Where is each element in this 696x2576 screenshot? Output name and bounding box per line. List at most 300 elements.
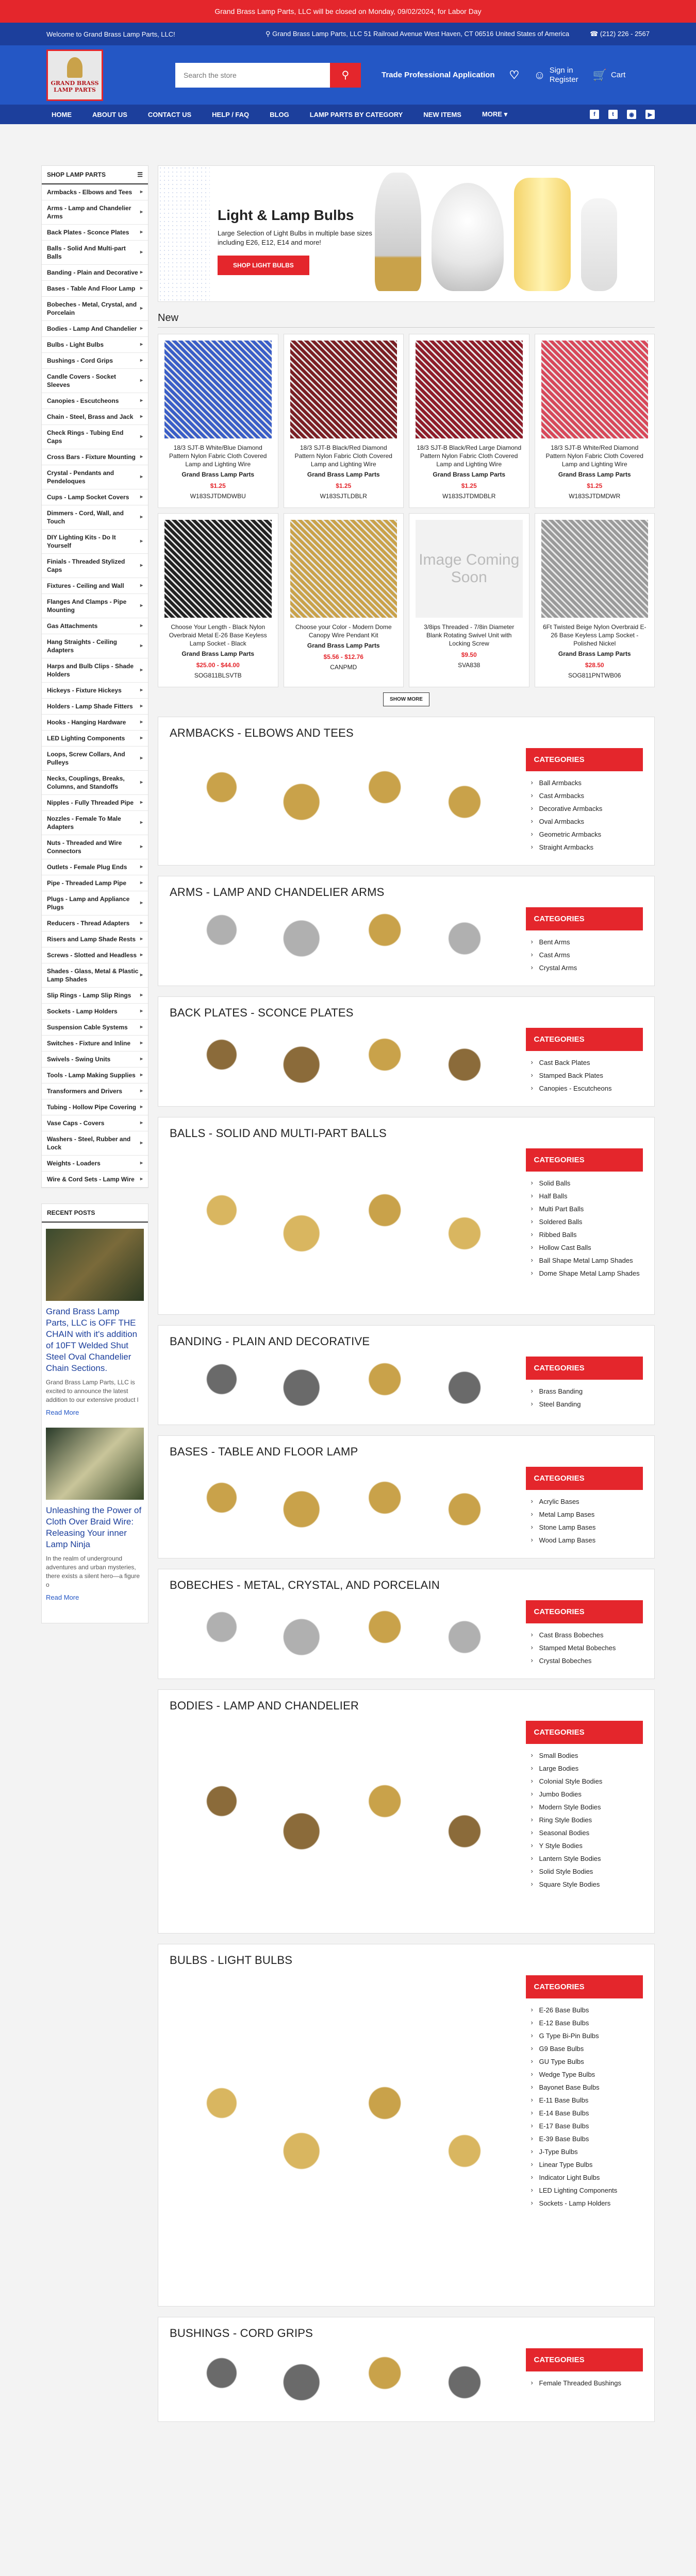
subcategory-link[interactable]: › Stamped Back Plates [526,1069,643,1082]
sidebar-category-item[interactable]: Pipe - Threaded Lamp Pipe ▸ [42,875,148,891]
subcategory-link[interactable]: › Modern Style Bodies [526,1801,643,1814]
category-title[interactable]: BULBS - LIGHT BULBS [170,1954,293,1967]
chevron-right-icon: ▸ [140,209,143,215]
chevron-right-icon: ▸ [140,952,143,958]
chevron-right-icon: ▸ [140,820,143,825]
category-title[interactable]: ARMBACKS - ELBOWS AND TEES [170,726,354,739]
product-card[interactable] [158,513,278,687]
sidebar-category-item[interactable]: LED Lighting Components ▸ [42,731,148,747]
sidebar-category-item[interactable]: Cups - Lamp Socket Covers ▸ [42,489,148,505]
info-bar [0,23,696,45]
sidebar-category-item[interactable]: Risers and Lamp Shade Rests ▸ [42,931,148,947]
categories-header: CATEGORIES [526,907,643,930]
category-title[interactable]: BOBECHES - METAL, CRYSTAL, AND PORCELAIN [170,1579,440,1591]
sidebar-category-item[interactable]: Tubing - Hollow Pipe Covering ▸ [42,1099,148,1115]
subcategory-link[interactable]: › Decorative Armbacks [526,802,643,815]
product-image[interactable] [164,341,272,438]
subcategory-link[interactable]: › Jumbo Bodies [526,1788,643,1801]
subcategory-link[interactable]: › J-Type Bulbs [526,2145,643,2158]
sidebar-category-item[interactable]: Flanges And Clamps - Pipe Mounting ▸ [42,594,148,618]
subcategory-link[interactable]: › Crystal Arms [526,961,643,974]
subcategory-link[interactable]: › Female Threaded Bushings [526,2377,643,2389]
subcategory-link[interactable]: › Solid Balls [526,1177,643,1190]
sidebar-category-item[interactable]: Banding - Plain and Decorative ▸ [42,265,148,281]
subcategory-link[interactable]: › Wood Lamp Bases [526,1534,643,1547]
post-title[interactable]: Grand Brass Lamp Parts, LLC is OFF THE CHAIN with it's addition of 10FT Welded Shut Steel Oval Chandelier Chain Sections. [46,1307,138,1373]
product-image[interactable] [290,341,397,438]
sidebar-category-item[interactable]: Finials - Threaded Stylized Caps ▸ [42,554,148,578]
chevron-right-icon: ▸ [140,1104,143,1110]
youtube-icon[interactable]: ▶ [645,110,655,119]
chevron-right-icon: ▸ [140,563,143,568]
category-title[interactable]: ARMS - LAMP AND CHANDELIER ARMS [170,886,385,899]
subcategory-link[interactable]: › Canopies - Escutcheons [526,1082,643,1095]
subcategory-link[interactable]: › Large Bodies [526,1762,643,1775]
subcategory-link[interactable]: › Cast Back Plates [526,1056,643,1069]
product-card[interactable] [284,513,404,687]
subcategory-link[interactable]: › E-12 Base Bulbs [526,2016,643,2029]
nav-more[interactable]: MORE ▾ [482,110,508,118]
sidebar-category-item[interactable]: Washers - Steel, Rubber and Lock ▸ [42,1131,148,1156]
subcategory-link[interactable]: › Stone Lamp Bases [526,1521,643,1534]
sidebar-category-item[interactable]: Screws - Slotted and Headless ▸ [42,947,148,963]
chevron-right-icon: ▸ [140,378,143,383]
new-section-title: New [158,312,655,328]
subcategory-link[interactable]: › Solid Style Bodies [526,1865,643,1878]
hero-title: Light & Lamp Bulbs [218,207,354,223]
sidebar-category-item[interactable]: Loops, Screw Collars, And Pulleys ▸ [42,747,148,771]
sidebar-category-item[interactable]: Nozzles - Female To Male Adapters ▸ [42,811,148,835]
category-image[interactable] [170,1467,517,1544]
subcategory-link[interactable]: › E-14 Base Bulbs [526,2107,643,2120]
category-image[interactable] [170,907,517,964]
category-section [158,1689,655,1934]
subcategory-link[interactable]: › G9 Base Bulbs [526,2042,643,2055]
category-title[interactable]: BASES - TABLE AND FLOOR LAMP [170,1445,358,1458]
subcategory-link[interactable]: › Bent Arms [526,936,643,948]
main-nav [0,105,696,124]
pro-application-link[interactable]: Trade Professional Application [382,71,495,79]
chevron-right-icon: ▸ [140,1160,143,1166]
sidebar-category-item[interactable]: Bases - Table And Floor Lamp ▸ [42,281,148,297]
sidebar-category-item[interactable]: Hickeys - Fixture Hickeys ▸ [42,683,148,699]
product-sku: SOG811BLSVTB [194,672,242,679]
product-brand: Grand Brass Lamp Parts [181,471,255,478]
sidebar-category-item[interactable]: Hang Straights - Ceiling Adapters ▸ [42,634,148,658]
sidebar [41,165,148,2432]
category-image[interactable] [170,1148,517,1303]
subcategory-link[interactable]: › Seasonal Bodies [526,1826,643,1839]
chevron-right-icon: ▸ [140,342,143,347]
chevron-right-icon: ▸ [140,398,143,403]
product-name[interactable]: 18/3 SJT-B White/Red Diamond Pattern Nylon Fabric Cloth Covered Lamp and Lighting Wire [545,444,643,468]
category-links [526,907,643,974]
subcategory-link[interactable]: › Dome Shape Metal Lamp Shades [526,1267,643,1280]
product-name[interactable]: Choose your Color - Modern Dome Canopy Wire Pendant Kit [295,623,392,639]
subcategory-link[interactable]: › Metal Lamp Bases [526,1508,643,1521]
product-price: $9.50 [461,651,477,658]
chevron-right-icon: ▸ [140,844,143,850]
user-icon[interactable]: ☺ [534,68,545,81]
chevron-right-icon: ▸ [140,583,143,588]
category-links [526,1467,643,1547]
site-logo[interactable]: GRAND BRASS LAMP PARTS [46,49,103,101]
categories-header: CATEGORIES [526,1148,643,1172]
categories-header: CATEGORIES [526,1357,643,1380]
search-icon: ⚲ [341,70,350,81]
product-card[interactable] [535,334,655,508]
sidebar-category-item[interactable]: Plugs - Lamp and Appliance Plugs ▸ [42,891,148,916]
category-title[interactable]: BODIES - LAMP AND CHANDELIER [170,1699,359,1712]
category-menu [41,165,148,1188]
product-price: $28.50 [585,662,604,669]
category-title[interactable]: BALLS - SOLID AND MULTI-PART BALLS [170,1127,387,1140]
subcategory-link[interactable]: › Ball Shape Metal Lamp Shades [526,1254,643,1267]
chevron-right-icon: ▸ [140,719,143,725]
subcategory-link[interactable]: › Steel Banding [526,1398,643,1411]
sidebar-category-item[interactable]: Harps and Bulb Clips - Shade Holders ▸ [42,658,148,683]
account-links [534,66,578,84]
subcategory-link[interactable]: › Crystal Bobeches [526,1654,643,1667]
category-title[interactable]: BACK PLATES - SCONCE PLATES [170,1006,354,1019]
subcategory-link[interactable]: › Geometric Armbacks [526,828,643,841]
nav-home[interactable]: HOME [52,110,72,118]
subcategory-link[interactable]: › Hollow Cast Balls [526,1241,643,1254]
sidebar-category-item[interactable]: Fixtures - Ceiling and Wall ▸ [42,578,148,594]
nav-new-items[interactable]: NEW ITEMS [423,110,461,118]
chevron-right-icon: ▸ [140,306,143,311]
sidebar-category-item[interactable]: Nuts - Threaded and Wire Connectors ▸ [42,835,148,859]
nav-contact[interactable]: CONTACT US [147,110,192,118]
subcategory-link[interactable]: › Colonial Style Bodies [526,1775,643,1788]
nav-help[interactable]: HELP / FAQ [212,110,250,118]
subcategory-link[interactable]: › GU Type Bulbs [526,2055,643,2068]
chevron-right-icon: ▸ [140,189,143,195]
product-brand: Grand Brass Lamp Parts [558,471,631,478]
category-image[interactable] [170,1600,517,1667]
category-links [526,748,643,854]
category-menu-header: SHOP LAMP PARTS ☰ [42,166,148,184]
product-brand: Grand Brass Lamp Parts [307,471,380,478]
product-card[interactable] [409,334,529,508]
product-card[interactable] [284,334,404,508]
category-links [526,1600,643,1667]
chevron-right-icon: ▸ [140,514,143,520]
sidebar-category-item[interactable]: Shades - Glass, Metal & Plastic Lamp Shades ▸ [42,963,148,988]
show-more-button[interactable]: SHOW MORE [383,692,429,706]
sidebar-category-item[interactable]: Bulbs - Light Bulbs ▸ [42,337,148,353]
category-links [526,1975,643,2295]
bulb-image-3 [514,178,571,291]
map-pin-icon: ⚲ [266,30,273,38]
category-image[interactable] [170,1975,517,2295]
subcategory-link[interactable]: › G Type Bi-Pin Bulbs [526,2029,643,2042]
bulb-image-4 [581,198,617,291]
product-image[interactable] [541,520,649,618]
product-sku: CANPMD [330,664,357,671]
product-brand: Grand Brass Lamp Parts [558,650,631,657]
chevron-right-icon: ▸ [140,269,143,275]
sidebar-category-item[interactable]: Wire & Cord Sets - Lamp Wire ▸ [42,1172,148,1188]
subcategory-link[interactable]: › Half Balls [526,1190,643,1202]
chevron-right-icon: ▸ [140,454,143,460]
product-name[interactable]: 18/3 SJT-B White/Blue Diamond Pattern Nylon Fabric Cloth Covered Lamp and Lighting Wire [169,444,267,468]
subcategory-link[interactable]: › Multi Part Balls [526,1202,643,1215]
read-more-link[interactable]: Read More [46,1409,79,1416]
product-sku: W183SJTDMDWR [569,493,621,500]
lamp-logo-icon [67,57,82,78]
chevron-right-icon: ▸ [140,755,143,761]
sidebar-category-item[interactable]: Transformers and Drivers ▸ [42,1083,148,1099]
subcategory-link[interactable]: › Linear Type Bulbs [526,2158,643,2171]
chevron-right-icon: ▸ [140,1120,143,1126]
sidebar-category-item[interactable]: Slip Rings - Lamp Slip Rings ▸ [42,988,148,1004]
product-name[interactable]: 6Ft Twisted Beige Nylon Overbraid E-26 Base Keyless Lamp Socket - Polished Nickel [542,623,647,647]
chevron-right-icon: ▸ [140,326,143,331]
sidebar-category-item[interactable]: Chain - Steel, Brass and Jack ▸ [42,409,148,425]
sidebar-category-item[interactable]: Suspension Cable Systems ▸ [42,1020,148,1036]
chevron-right-icon: ▸ [140,494,143,500]
subcategory-link[interactable]: › E-17 Base Bulbs [526,2120,643,2132]
sidebar-category-item[interactable]: Hooks - Hanging Hardware ▸ [42,715,148,731]
search-input[interactable] [175,63,330,88]
chevron-right-icon: ▸ [140,972,143,978]
chevron-right-icon: ▸ [140,1072,143,1078]
product-price: $5.56 - $12.76 [323,653,363,660]
sidebar-category-item[interactable]: Weights - Loaders ▸ [42,1156,148,1172]
sidebar-category-item[interactable]: Reducers - Thread Adapters ▸ [42,916,148,931]
sidebar-category-item[interactable]: Back Plates - Sconce Plates ▸ [42,225,148,241]
product-price: $25.00 - $44.00 [196,662,240,669]
sidebar-category-item[interactable]: Holders - Lamp Shade Fitters ▸ [42,699,148,715]
subcategory-link[interactable]: › Ribbed Balls [526,1228,643,1241]
product-image[interactable] [541,341,649,438]
category-title[interactable]: BANDING - PLAIN AND DECORATIVE [170,1335,370,1348]
product-sku: SVA838 [458,662,480,669]
product-brand: Grand Brass Lamp Parts [433,471,506,478]
subcategory-link[interactable]: › Sockets - Lamp Holders [526,2197,643,2210]
sidebar-category-item[interactable]: Bushings - Cord Grips ▸ [42,353,148,369]
sidebar-category-item[interactable]: Canopies - Escutcheons ▸ [42,393,148,409]
category-image[interactable] [170,1721,517,1922]
list-icon: ☰ [137,171,143,178]
categories-header: CATEGORIES [526,748,643,771]
subcategory-link[interactable]: › Soldered Balls [526,1215,643,1228]
shop-bulbs-button[interactable]: SHOP LIGHT BULBS [218,256,309,275]
sidebar-category-item[interactable]: Nipples - Fully Threaded Pipe ▸ [42,795,148,811]
subcategory-link[interactable]: › E-39 Base Bulbs [526,2132,643,2145]
cart-icon: 🛒 [592,68,607,81]
sidebar-category-item[interactable]: Outlets - Female Plug Ends ▸ [42,859,148,875]
bulb-image-1 [375,173,421,291]
product-price: $1.25 [336,482,352,489]
chevron-right-icon: ▸ [140,1140,143,1146]
sidebar-category-item[interactable]: Balls - Solid And Multi-part Balls ▸ [42,241,148,265]
sidebar-category-item[interactable]: Swivels - Swing Units ▸ [42,1052,148,1067]
chevron-right-icon: ▸ [140,880,143,886]
category-section [158,1435,655,1558]
chevron-right-icon: ▸ [140,1088,143,1094]
sidebar-category-item[interactable]: Switches - Fixture and Inline ▸ [42,1036,148,1052]
address-text[interactable]: ⚲ Grand Brass Lamp Parts, LLC 51 Railroad Avenue West Haven, CT 06516 United States of America [266,30,570,38]
post-image-wire[interactable] [46,1428,144,1500]
hero-text: Large Selection of Light Bulbs in multiple base sizes including E26, E12, E14 and more! [218,229,372,246]
subcategory-link[interactable]: › LED Lighting Components [526,2184,643,2197]
product-price: $1.25 [210,482,226,489]
instagram-icon[interactable]: ◉ [627,110,636,119]
chevron-right-icon: ▸ [140,285,143,291]
category-image[interactable] [170,748,517,846]
new-products-grid [158,334,655,687]
sidebar-category-item[interactable]: Sockets - Lamp Holders ▸ [42,1004,148,1020]
sidebar-category-item[interactable]: Crystal - Pendants and Pendeloques ▸ [42,465,148,489]
product-sku: W183SJTDMDWBU [190,493,246,500]
subcategory-link[interactable]: › Stamped Metal Bobeches [526,1641,643,1654]
product-image-placeholder: Image Coming Soon [416,520,523,618]
chevron-right-icon: ▸ [140,703,143,709]
chevron-right-icon: ▸ [140,800,143,805]
post-excerpt: In the realm of underground adventures and urban mysteries, there exists a silent hero—a figure o [46,1555,140,1588]
product-sku: SOG811PNTWB06 [568,672,621,679]
chevron-right-icon: ▸ [140,1176,143,1182]
twitter-icon[interactable]: t [608,110,618,119]
product-image[interactable] [164,520,272,618]
product-name[interactable]: 18/3 SJT-B Black/Red Large Diamond Pattern Nylon Fabric Cloth Covered Lamp and Lighting Wire [417,444,522,468]
nav-about[interactable]: ABOUT US [92,110,127,118]
category-section [158,1325,655,1425]
recent-posts-header: RECENT POSTS [42,1204,148,1223]
chevron-right-icon: ▸ [140,643,143,649]
subcategory-link[interactable]: › Indicator Light Bulbs [526,2171,643,2184]
product-card[interactable] [535,513,655,687]
chevron-right-icon: ▸ [140,779,143,785]
sidebar-category-item[interactable]: Bobeches - Metal, Crystal, and Porcelain ▸ [42,297,148,321]
subcategory-link[interactable]: › Oval Armbacks [526,815,643,828]
category-image[interactable] [170,1028,517,1095]
category-image[interactable] [170,1357,517,1413]
chevron-right-icon: ▸ [140,538,143,544]
bulb-image-2 [432,183,504,291]
sidebar-category-item[interactable]: Candle Covers - Socket Sleeves ▸ [42,369,148,393]
categories-header: CATEGORIES [526,1975,643,1998]
product-name[interactable]: 3/8ips Threaded - 7/8in Diameter Blank Rotating Swivel Unit with Locking Screw [424,623,515,647]
product-price: $1.25 [461,482,477,489]
hero-banner[interactable] [158,165,655,302]
category-section [158,876,655,986]
subcategory-link[interactable]: › Lantern Style Bodies [526,1852,643,1865]
category-links [526,2348,643,2410]
subcategory-link[interactable]: › Ring Style Bodies [526,1814,643,1826]
category-section [158,1569,655,1679]
nav-categories[interactable]: LAMP PARTS BY CATEGORY [309,110,403,118]
chevron-right-icon: ▸ [140,992,143,998]
category-section [158,1117,655,1315]
hero-dots-pattern [158,166,210,302]
sidebar-category-item[interactable]: Dimmers - Cord, Wall, and Touch ▸ [42,505,148,530]
sidebar-category-item[interactable]: Vase Caps - Covers ▸ [42,1115,148,1131]
welcome-text: Welcome to Grand Brass Lamp Parts, LLC! [46,30,175,38]
chevron-right-icon: ▸ [140,358,143,363]
post-excerpt: Grand Brass Lamp Parts, LLC is excited to announce the latest addition to our extensive product l [46,1379,139,1403]
search-form [175,63,361,88]
post-image-chain[interactable] [46,1229,144,1301]
sidebar-category-item[interactable]: Check Rings - Tubing End Caps ▸ [42,425,148,449]
chevron-right-icon: ▸ [140,900,143,906]
subcategory-link[interactable]: › Straight Armbacks [526,841,643,854]
cart-link[interactable]: 🛒 Cart [592,68,626,81]
subcategory-link[interactable]: › Ball Armbacks [526,776,643,789]
subcategory-link[interactable]: › Cast Armbacks [526,789,643,802]
sign-in-link[interactable]: Sign in [549,65,573,75]
product-brand: Grand Brass Lamp Parts [181,650,255,657]
product-name[interactable]: 18/3 SJT-B Black/Red Diamond Pattern Nylon Fabric Cloth Covered Lamp and Lighting Wire [294,444,392,468]
announcement-text: Grand Brass Lamp Parts, LLC will be closed on Monday, 09/02/2024, for Labor Day [214,7,482,15]
search-button[interactable] [330,63,361,88]
facebook-icon[interactable]: f [590,110,599,119]
category-title[interactable]: BUSHINGS - CORD GRIPS [170,2327,313,2340]
category-links [526,1721,643,1922]
product-name[interactable]: Choose Your Length - Black Nylon Overbraid Metal E-26 Base Keyless Lamp Socket - Black [169,623,267,647]
categories-header: CATEGORIES [526,1467,643,1490]
product-image[interactable] [416,341,523,438]
sidebar-category-item[interactable]: DIY Lighting Kits - Do It Yourself ▸ [42,530,148,554]
category-links [526,1028,643,1095]
category-section [158,717,655,866]
category-image[interactable] [170,2348,517,2410]
product-image[interactable] [290,520,397,618]
register-link[interactable]: Register [549,75,578,84]
subcategory-link[interactable]: › E-11 Base Bulbs [526,2094,643,2107]
subcategory-link[interactable]: › Small Bodies [526,1749,643,1762]
sidebar-category-item[interactable]: Tools - Lamp Making Supplies ▸ [42,1067,148,1083]
site-header [0,45,696,105]
subcategory-link[interactable]: › Cast Brass Bobeches [526,1629,643,1641]
chevron-right-icon: ▸ [140,667,143,673]
wishlist-heart-icon[interactable]: ♡ [509,68,520,81]
chevron-right-icon: ▸ [140,936,143,942]
product-card[interactable] [158,334,278,508]
sidebar-category-item[interactable]: Bodies - Lamp And Chandelier ▸ [42,321,148,337]
nav-blog[interactable]: BLOG [270,110,289,118]
phone-text[interactable]: ☎ (212) 226 - 2567 [590,30,650,38]
chevron-right-icon: ▸ [140,414,143,419]
sidebar-category-item[interactable]: Gas Attachments ▸ [42,618,148,634]
chevron-right-icon: ▸ [140,1024,143,1030]
social-links [590,110,655,119]
sidebar-category-item[interactable]: Armbacks - Elbows and Tees ▸ [42,184,148,200]
subcategory-link[interactable]: › Cast Arms [526,948,643,961]
subcategory-link[interactable]: › Square Style Bodies [526,1878,643,1891]
subcategory-link[interactable]: › Bayonet Base Bulbs [526,2081,643,2094]
chevron-right-icon: ▸ [140,1056,143,1062]
sidebar-category-item[interactable]: Necks, Couplings, Breaks, Columns, and Standoffs ▸ [42,771,148,795]
subcategory-link[interactable]: › Brass Banding [526,1385,643,1398]
categories-header: CATEGORIES [526,2348,643,2371]
product-card[interactable] [409,513,529,687]
subcategory-link[interactable]: › E-26 Base Bulbs [526,2004,643,2016]
chevron-right-icon: ▸ [140,434,143,439]
product-price: $1.25 [587,482,603,489]
sidebar-category-item[interactable]: Cross Bars - Fixture Mounting ▸ [42,449,148,465]
categories-header: CATEGORIES [526,1721,643,1744]
sidebar-category-item[interactable]: Arms - Lamp and Chandelier Arms ▸ [42,200,148,225]
read-more-link[interactable]: Read More [46,1594,79,1601]
subcategory-link[interactable]: › Acrylic Bases [526,1495,643,1508]
subcategory-link[interactable]: › Y Style Bodies [526,1839,643,1852]
post-title[interactable]: Unleashing the Power of Cloth Over Braid Wire: Releasing Your inner Lamp Ninja [46,1505,142,1549]
subcategory-link[interactable]: › Wedge Type Bulbs [526,2068,643,2081]
category-links [526,1357,643,1413]
